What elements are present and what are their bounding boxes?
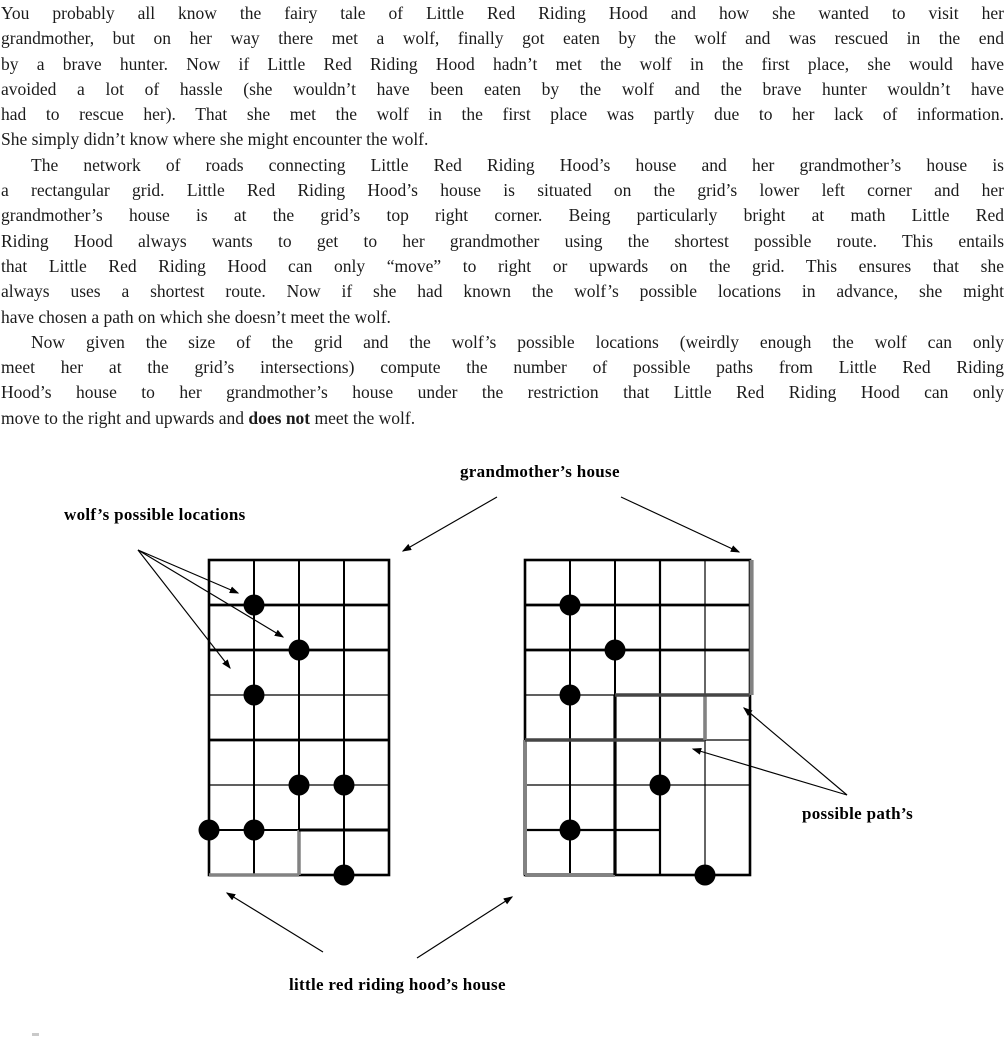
text-line: grandmother, but on her way there met a wolf, finally got eaten by the wolf and was rescued in the end xyxy=(1,28,1004,49)
text-line: a rectangular grid. Little Red Riding Hood’s house is situated on the grid’s lower left corner and her xyxy=(1,180,1004,201)
problem-statement-text xyxy=(1,1,1004,431)
riding-hood-house-label: little red riding hood’s house xyxy=(289,975,506,994)
text-line: The network of roads connecting Little Red Riding Hood’s house and her grandmother’s house is xyxy=(31,154,1004,175)
emphasized-text: does not xyxy=(248,407,311,428)
wolf-locations-label: wolf’s possible locations xyxy=(64,505,246,524)
cutoff-text-artifact xyxy=(32,1033,39,1036)
wolf-location-dot xyxy=(650,775,671,796)
text-line: grandmother’s house is at the grid’s top right corner. Being particularly bright at math Little Red xyxy=(1,205,1004,226)
figure-canvas xyxy=(0,455,1006,1039)
wolf-location-dot xyxy=(334,775,355,796)
possible-paths-label: possible path’s xyxy=(802,804,914,823)
text-line: that Little Red Riding Hood can only “move” to right or upwards on the grid. This ensures that she xyxy=(1,255,1004,276)
wolf-location-dot xyxy=(244,820,265,841)
wolf-location-dot xyxy=(289,775,310,796)
wolf-location-dot xyxy=(695,865,716,886)
text-line: Now given the size of the grid and the wolf’s possible locations (weirdly enough the wolf can only xyxy=(31,331,1004,352)
wolf-location-dot xyxy=(334,865,355,886)
wolf-location-dot xyxy=(560,820,581,841)
wolf-location-dot xyxy=(560,685,581,706)
text-line: have chosen a path on which she doesn’t meet the wolf. xyxy=(1,306,391,327)
text-line xyxy=(1,406,1004,431)
wolf-location-dot xyxy=(244,595,265,616)
text-line: She simply didn’t know where she might encounter the wolf. xyxy=(1,129,429,150)
text-line: by a brave hunter. Now if Little Red Riding Hood hadn’t met the wolf in the first place, she would have xyxy=(1,53,1004,74)
text-line: had to rescue her). That she met the wolf in the first place was partly due to her lack of information. xyxy=(1,104,1004,125)
text-line: always uses a shortest route. Now if she had known the wolf’s possible locations in advance, she might xyxy=(1,281,1004,302)
text-line: avoided a lot of hassle (she wouldn’t have been eaten by the wolf and the brave hunter wouldn’t have xyxy=(1,78,1004,99)
grandmothers-house-label: grandmother’s house xyxy=(460,462,620,481)
text-line: Riding Hood always wants to get to her grandmother using the shortest possible route. This entails xyxy=(1,230,1004,251)
wolf-location-dot xyxy=(605,640,626,661)
wolf-location-dot xyxy=(560,595,581,616)
text-segment: move to the right and upwards and xyxy=(1,407,249,428)
text-line: meet her at the grid’s intersections) compute the number of possible paths from Little Red Riding xyxy=(1,357,1004,378)
wolf-location-dot xyxy=(199,820,220,841)
text-line: Hood’s house to her grandmother’s house under the restriction that Little Red Riding Hood can only xyxy=(1,382,1004,403)
text-line: You probably all know the fairy tale of Little Red Riding Hood and how she wanted to visit her xyxy=(1,3,1004,23)
wolf-location-dot xyxy=(289,640,310,661)
text-segment: meet the wolf. xyxy=(310,407,416,428)
wolf-location-dot xyxy=(244,685,265,706)
